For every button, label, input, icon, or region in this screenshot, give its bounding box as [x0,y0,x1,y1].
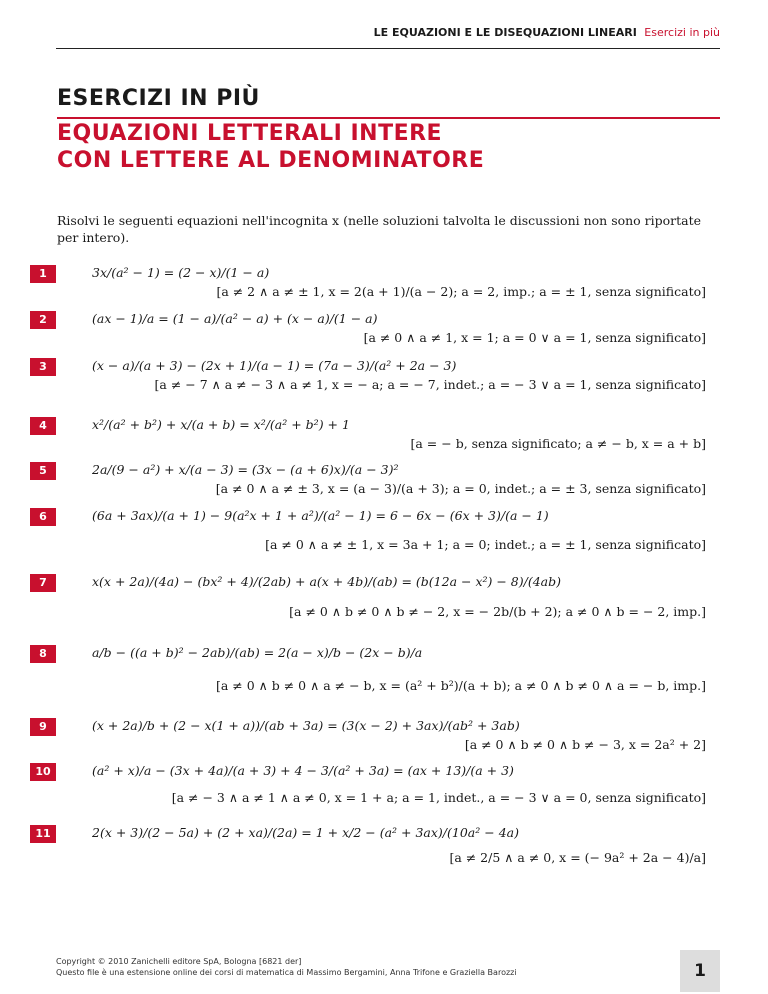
header-subtitle: Esercizi in più [644,26,720,39]
footer-note: Questo file è una estensione online dei corsi di matematica di Massimo Bergamini, Anna Trifone e Graziella Barozzi [56,968,517,977]
exercise-equation: x²/(a² + b²) + x/(a + b) = x²/(a² + b²) + 1 [92,417,350,432]
exercise-number: 8 [30,645,56,663]
exercise-number: 10 [30,763,56,781]
exercise-number: 2 [30,311,56,329]
exercise-equation: a/b − ((a + b)² − 2ab)/(ab) = 2(a − x)/b − (2x − b)/a [92,645,423,660]
exercise-equation: x(x + 2a)/(4a) − (bx² + 4)/(2ab) + a(x + 4b)/(ab) = (b(12a − x²) − 8)/(4ab) [92,574,562,589]
copyright-line: Copyright © 2010 Zanichelli editore SpA, Bologna [6821 der] [56,957,302,966]
exercise-solution: [a ≠ 0 ∧ a ≠ 1, x = 1; a = 0 ∨ a = 1, senza significato] [363,330,706,345]
chapter-title [57,120,484,174]
exercise-solution: [a ≠ 0 ∧ b ≠ 0 ∧ b ≠ − 2, x = − 2b/(b + 2); a ≠ 0 ∧ b = − 2, imp.] [289,604,706,619]
chapter-title-line2: CON LETTERE AL DENOMINATORE [57,148,485,173]
exercise-number: 9 [30,718,56,736]
exercise-equation: (a² + x)/a − (3x + 4a)/(a + 3) + 4 − 3/(a² + 3a) = (ax + 13)/(a + 3) [92,763,514,778]
exercise-number: 3 [30,358,56,376]
exercise-equation: (x − a)/(a + 3) − (2x + 1)/(a − 1) = (7a − 3)/(a² + 2a − 3) [92,358,457,373]
exercise-equation: (x + 2a)/b + (2 − x(1 + a))/(ab + 3a) = (3(x − 2) + 3ax)/(ab² + 3ab) [92,718,520,733]
running-header [374,26,720,39]
exercise-solution: [a ≠ 2/5 ∧ a ≠ 0, x = (− 9a² + 2a − 4)/a] [449,850,706,865]
exercise-number: 7 [30,574,56,592]
exercise-equation: 2(x + 3)/(2 − 5a) + (2 + xa)/(2a) = 1 + x/2 − (a² + 3ax)/(10a² − 4a) [92,825,519,840]
header-title: LE EQUAZIONI E LE DISEQUAZIONI LINEARI [373,26,637,39]
exercise-equation: 3x/(a² − 1) = (2 − x)/(1 − a) [92,265,270,280]
footer [56,956,517,978]
exercise-solution: [a ≠ 0 ∧ a ≠ ± 3, x = (a − 3)/(a + 3); a = 0, indet.; a = ± 3, senza significato] [215,481,706,496]
intro-text: Risolvi le seguenti equazioni nell'incognita x (nelle soluzioni talvolta le discussioni non sono riportate per intero). [57,213,702,245]
exercise-solution: [a ≠ − 7 ∧ a ≠ − 3 ∧ a ≠ 1, x = − a; a = − 7, indet.; a = − 3 ∨ a = 1, senza significato] [154,377,706,392]
exercise-number: 5 [30,462,56,480]
exercise-equation: (ax − 1)/a = (1 − a)/(a² − a) + (x − a)/(1 − a) [92,311,378,326]
exercise-equation: (6a + 3ax)/(a + 1) − 9(a²x + 1 + a²)/(a² − 1) = 6 − 6x − (6x + 3)/(a − 1) [92,508,549,523]
exercise-number: 4 [30,417,56,435]
exercise-solution: [a = − b, senza significato; a ≠ − b, x = a + b] [410,436,706,451]
exercise-solution: [a ≠ 0 ∧ b ≠ 0 ∧ b ≠ − 3, x = 2a² + 2] [464,737,706,752]
exercise-solution: [a ≠ − 3 ∧ a ≠ 1 ∧ a ≠ 0, x = 1 + a; a = 1, indet., a = − 3 ∨ a = 0, senza significato] [171,790,706,805]
exercise-number: 11 [30,825,56,843]
section-title: ESERCIZI IN PIÙ [57,86,260,111]
exercise-solution: [a ≠ 0 ∧ b ≠ 0 ∧ a ≠ − b, x = (a² + b²)/(a + b); a ≠ 0 ∧ b ≠ 0 ∧ a = − b, imp.] [215,678,706,693]
exercise-solution: [a ≠ 2 ∧ a ≠ ± 1, x = 2(a + 1)/(a − 2); a = 2, imp.; a = ± 1, senza significato] [216,284,706,299]
chapter-title-line1: EQUAZIONI LETTERALI INTERE [57,121,443,146]
header-rule [56,48,720,49]
exercise-equation: 2a/(9 − a²) + x/(a − 3) = (3x − (a + 6)x)/(a − 3)² [92,462,399,477]
page-number: 1 [680,950,720,992]
title-rule [57,117,720,119]
exercise-number: 1 [30,265,56,283]
exercise-solution: [a ≠ 0 ∧ a ≠ ± 1, x = 3a + 1; a = 0; indet.; a = ± 1, senza significato] [265,537,706,552]
exercise-number: 6 [30,508,56,526]
